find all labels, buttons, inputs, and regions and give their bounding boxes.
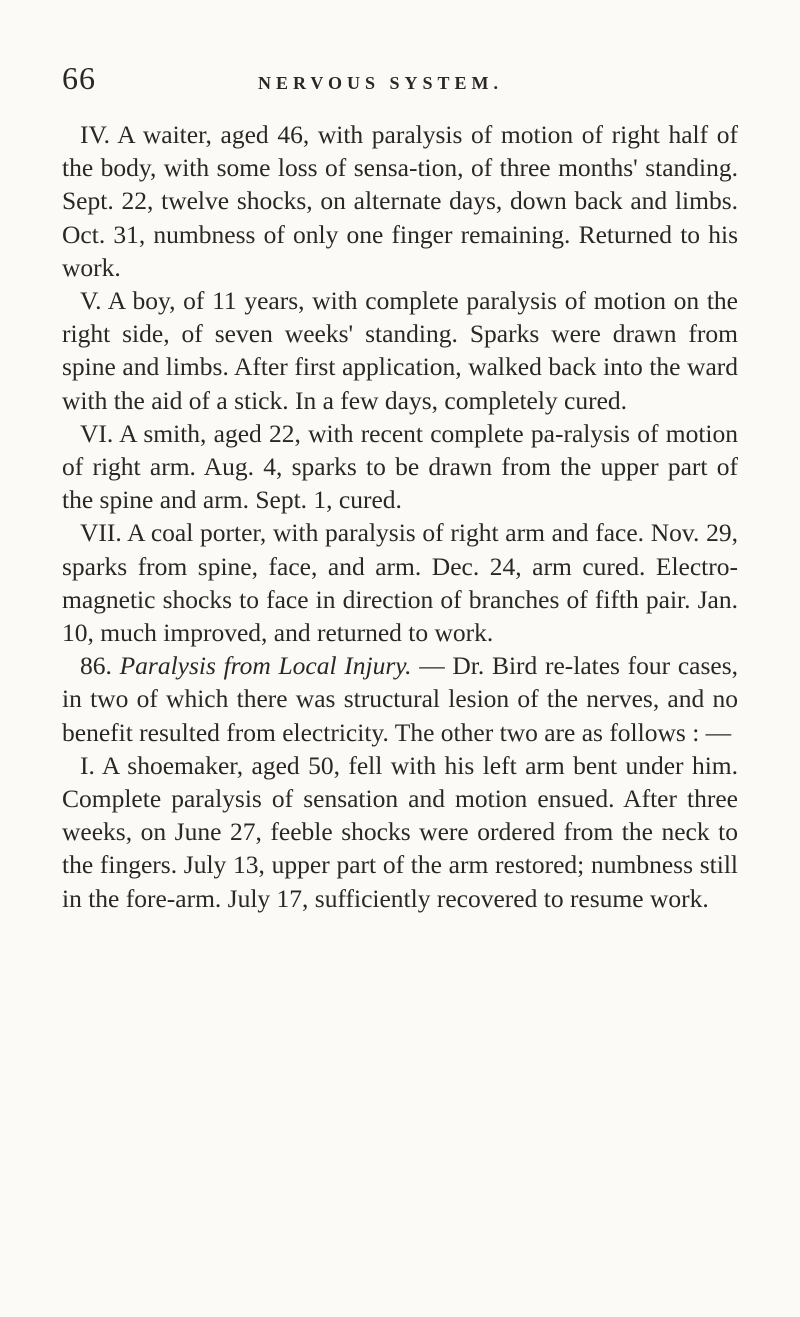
case-vii-paragraph: VII. A coal porter, with paralysis of right arm and face. Nov. 29, sparks from spine, face, and arm. Dec. 24, arm cured. Electro-magnetic shocks to face in direction of branches of fifth pair. Jan. 10, much improved, and returned to work.	[62, 518, 738, 648]
running-title: NERVOUS SYSTEM.	[258, 73, 504, 93]
section-86-paragraph	[62, 649, 738, 749]
case-v-paragraph: V. A boy, of 11 years, with complete paralysis of motion on the right side, of seven weeks' standing. Sparks were drawn from spine and limbs. After first application, walked back into the ward with the aid of a stick. In a few days, completely cured.	[62, 286, 738, 415]
case-iv-paragraph: IV. A waiter, aged 46, with paralysis of motion of right half of the body, with some loss of sensa-tion, of three months' standing. Sept. 22, twelve shocks, on alternate days, down back and limbs. Oct. 31, numbness of only one finger remaining. Returned to his work.	[62, 120, 738, 282]
section-86-text: — Dr. Bird re-lates four cases, in two of which there was structural lesion of the nerves, and no benefit resulted from electricity. The other two are as follows : —	[62, 651, 739, 747]
case-vi-paragraph: VI. A smith, aged 22, with recent complete pa-ralysis of motion of right arm. Aug. 4, sparks to be drawn from the upper part of the spine and arm. Sept. 1, cured.	[62, 418, 738, 515]
section-number: 86.	[80, 651, 112, 681]
page-body	[62, 118, 738, 915]
section-heading: Paralysis from Local Injury.	[119, 651, 412, 681]
page-number: 66	[62, 60, 96, 96]
case-i-paragraph: I. A shoemaker, aged 50, fell with his left arm bent under him. Complete paralysis of sensation and motion ensued. After three weeks, on June 27, feeble shocks were ordered from the neck to the fingers. July 13, upper part of the arm restored; numbness still in the fore-arm. July 17, sufficiently recovered to resume work.	[62, 750, 738, 913]
